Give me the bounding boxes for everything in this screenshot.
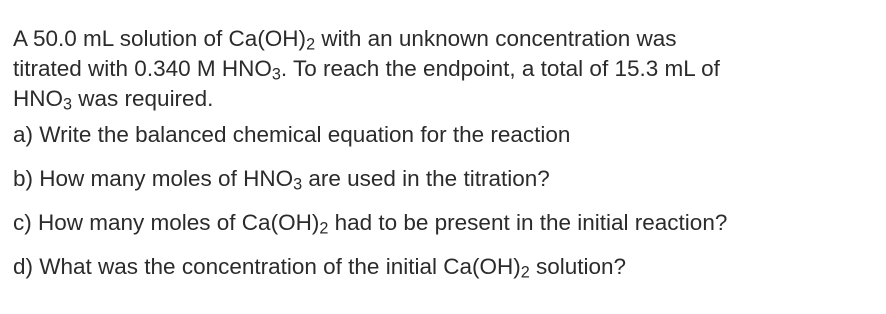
problem-block	[13, 24, 881, 296]
question-c: c) How many moles of $Ca(OH)_2$ had to be present in the initial reaction?	[13, 210, 728, 238]
question-b: b) How many moles of $HNO_3$ are used in the titration?	[13, 166, 550, 194]
question-a: a) Write the balanced chemical equation for the reaction	[13, 122, 571, 147]
statement-line-1: A 50.0 mL solution of $Ca(OH)_2$ with an unknown concentration was	[13, 26, 677, 54]
problem-statement	[13, 24, 881, 114]
question-d: d) What was the concentration of the initial $Ca(OH)_2$ solution?	[13, 254, 627, 282]
statement-line-3: $HNO_3$ was required.	[13, 86, 214, 114]
statement-line-2: titrated with 0.340 M $HNO_3$. To reach the endpoint, a total of 15.3 mL of	[13, 56, 720, 84]
